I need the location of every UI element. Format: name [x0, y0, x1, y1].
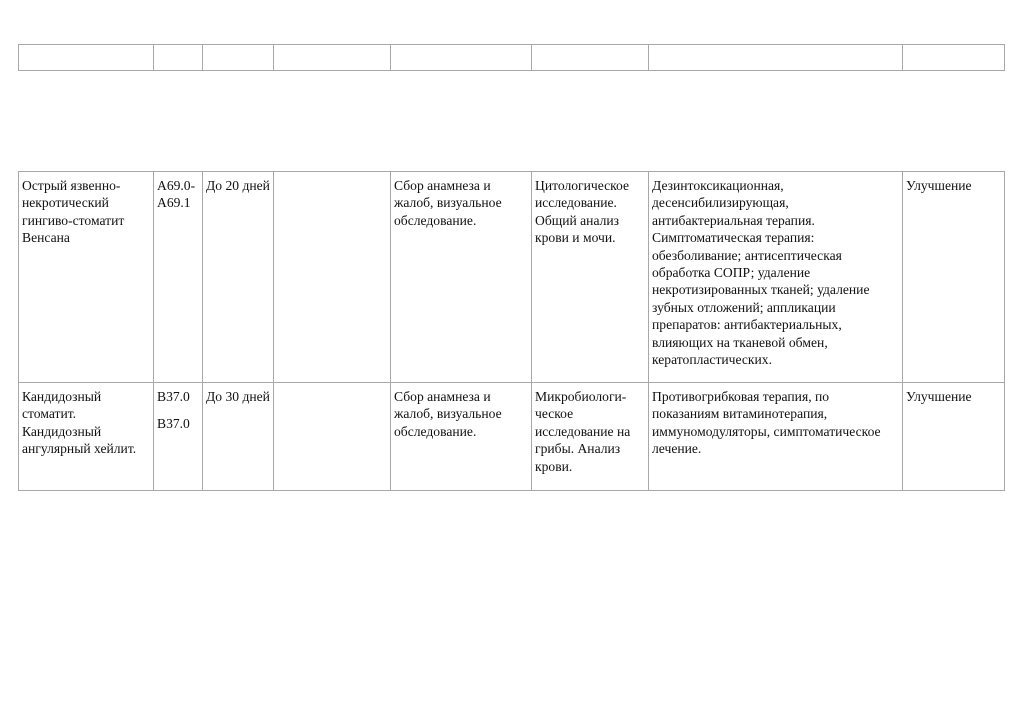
treatment-cell: Дезинтоксикационная, десенсибилизирующая, антибактериальная терапия. Симптоматическая терапия: обезболивание; антисептическая обработка СОПР; удаление некротизированных тканей; удаление зубных отложений; аппликации препаратов: антибактериальных, влияющих на тканевой обмен, кератопластических.: [649, 172, 903, 383]
duration-cell: До 20 дней: [203, 172, 274, 383]
diagnostics-additional-cell: Цитологическое исследование. Общий анализ крови и мочи.: [532, 172, 649, 383]
duration-cell: До 30 дней: [203, 383, 274, 491]
outcome-cell: Улучшение: [903, 172, 1005, 383]
table-cell: [19, 45, 154, 71]
diagnostics-additional-cell: Микробиологи-ческое исследование на грибы. Анализ крови.: [532, 383, 649, 491]
icd-code-line: A69.0-: [157, 178, 196, 193]
table-cell: [203, 45, 274, 71]
table-cell: [649, 45, 903, 71]
empty-cell: [274, 172, 391, 383]
table-cell: [903, 45, 1005, 71]
table-fragment-top: [18, 44, 1005, 71]
treatment-cell: Противогрибковая терапия, по показаниям витаминотерапия, иммуномодуляторы, симптоматическое лечение.: [649, 383, 903, 491]
icd-code-line: A69.1: [157, 195, 191, 211]
outcome-cell: Улучшение: [903, 383, 1005, 491]
diagnostics-primary-cell: Сбор анамнеза и жалоб, визуальное обследование.: [391, 383, 532, 491]
treatment-table: [18, 171, 1005, 491]
table-cell: [154, 45, 203, 71]
diagnosis-cell: Кандидозный стоматит. Кандидозный ангулярный хейлит.: [19, 383, 154, 491]
icd-code-line: B37.0: [157, 416, 190, 432]
table-row: [19, 383, 1005, 491]
table-cell: [274, 45, 391, 71]
diagnostics-primary-cell: Сбор анамнеза и жалоб, визуальное обследование.: [391, 172, 532, 383]
table-row: [19, 172, 1005, 383]
table-row: [19, 45, 1005, 71]
diagnosis-cell: Острый язвенно-некротический гингиво-стоматит Венсана: [19, 172, 154, 383]
icd-code-cell: [154, 172, 203, 383]
empty-cell: [274, 383, 391, 491]
table-cell: [532, 45, 649, 71]
icd-code-cell: [154, 383, 203, 491]
icd-code-line: B37.0: [157, 389, 190, 404]
table-cell: [391, 45, 532, 71]
